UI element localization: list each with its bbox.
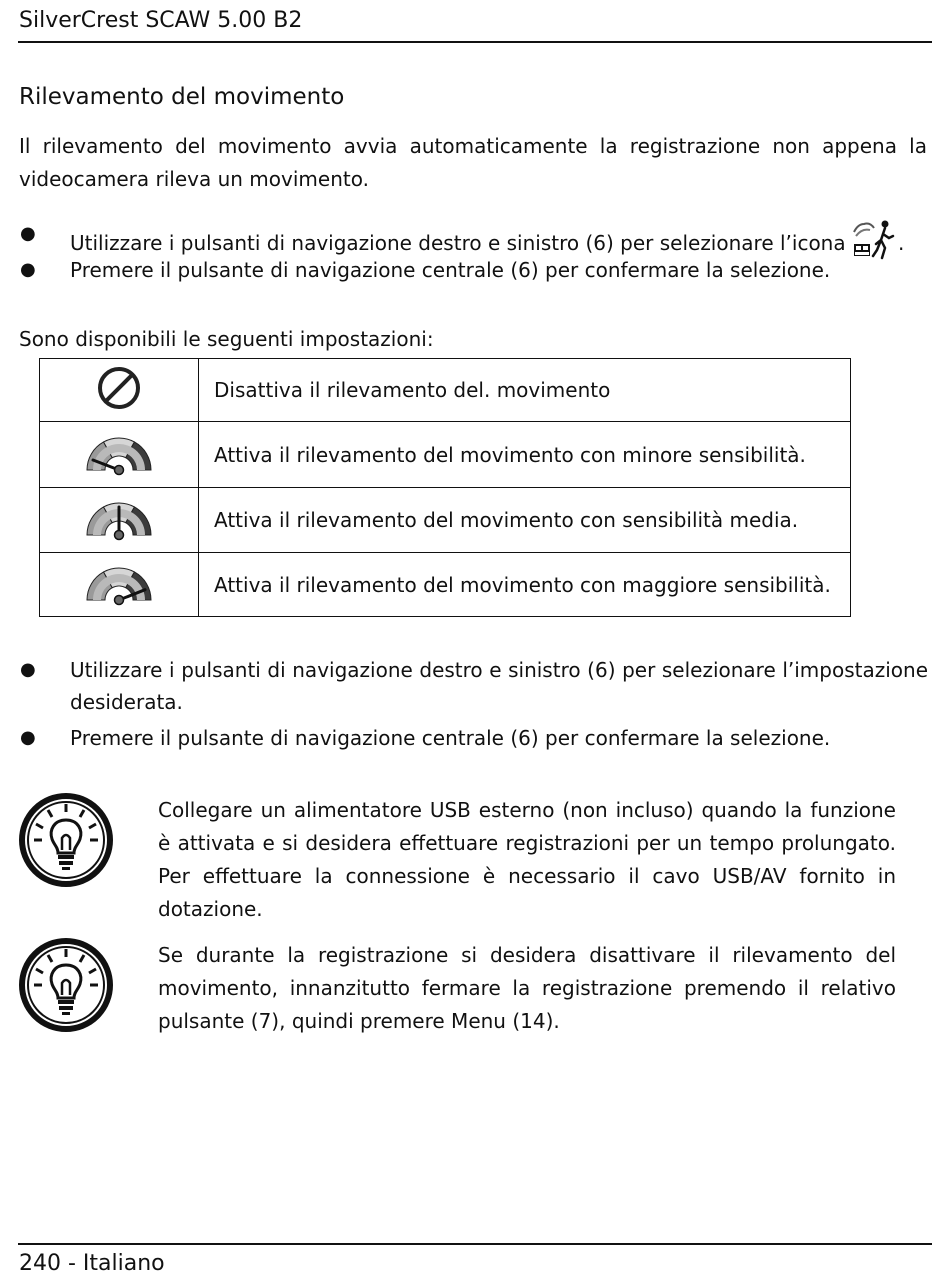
bullet-marker: ● xyxy=(20,223,36,244)
intro-paragraph: Il rilevamento del movimento avvia automaticamente la registrazione non appena la videocamera rileva un movimento. xyxy=(19,134,927,191)
page-footer: 240 - Italiano xyxy=(19,1251,165,1276)
list-item-text: Premere il pulsante di navigazione centrale (6) per confermare la selezione. xyxy=(70,726,831,750)
disabled-icon xyxy=(96,365,142,411)
bullet-marker: ● xyxy=(20,259,36,280)
table-icon-cell xyxy=(40,553,199,617)
table-text-cell: Attiva il rilevamento del movimento con minore sensibilità. xyxy=(199,422,851,488)
table-icon-cell xyxy=(40,488,199,553)
table-text-cell: Attiva il rilevamento del movimento con sensibilità media. xyxy=(199,488,851,553)
table-row xyxy=(40,422,851,488)
list-item-text: Premere il pulsante di navigazione centrale (6) per confermare la selezione. xyxy=(70,258,831,282)
gauge-medium-icon xyxy=(85,495,153,541)
table-row xyxy=(40,488,851,553)
gauge-high-icon xyxy=(85,560,153,606)
footer-rule xyxy=(18,1243,932,1245)
list-item-text-continued: desiderata. xyxy=(70,690,183,714)
table-icon-cell xyxy=(40,422,199,488)
list-item-text: Utilizzare i pulsanti di navigazione destro e sinistro (6) per selezionare l’impostazione xyxy=(70,658,928,682)
table-text-cell: Attiva il rilevamento del movimento con maggiore sensibilità. xyxy=(199,553,851,617)
tip-icon-wrapper xyxy=(16,935,116,1037)
settings-label: Sono disponibili le seguenti impostazioni: xyxy=(19,327,434,351)
gauge-low-icon xyxy=(85,430,153,476)
lightbulb-icon xyxy=(16,790,116,888)
tip-text: Se durante la registrazione si desidera disattivare il rilevamento del movimento, innanzitutto fermare la registrazione premendo il relativo pulsante (7), quindi premere Menu (14). xyxy=(158,943,896,1033)
bullet-marker: ● xyxy=(20,727,36,748)
lightbulb-icon xyxy=(16,935,116,1033)
document-header-title: SilverCrest SCAW 5.00 B2 xyxy=(19,8,303,33)
section-heading: Rilevamento del movimento xyxy=(19,84,345,110)
list-item-suffix: . xyxy=(897,231,905,255)
table-icon-cell xyxy=(40,359,199,422)
table-text-cell: Disattiva il rilevamento del. movimento xyxy=(199,359,851,422)
tip-icon-wrapper xyxy=(16,790,116,892)
settings-table xyxy=(39,358,851,617)
header-rule xyxy=(18,41,932,43)
bullet-marker: ● xyxy=(20,659,36,680)
list-item-text: Utilizzare i pulsanti di navigazione destro e sinistro (6) per selezionare l’icona xyxy=(70,231,846,255)
motion-detection-icon xyxy=(852,218,898,260)
table-row xyxy=(40,359,851,422)
tip-text: Collegare un alimentatore USB esterno (non incluso) quando la funzione è attivata e si desidera effettuare registrazioni per un tempo prolungato. Per effettuare la connessione è necessario il cavo USB/AV fornito in dotazione. xyxy=(158,798,896,921)
table-row xyxy=(40,553,851,617)
